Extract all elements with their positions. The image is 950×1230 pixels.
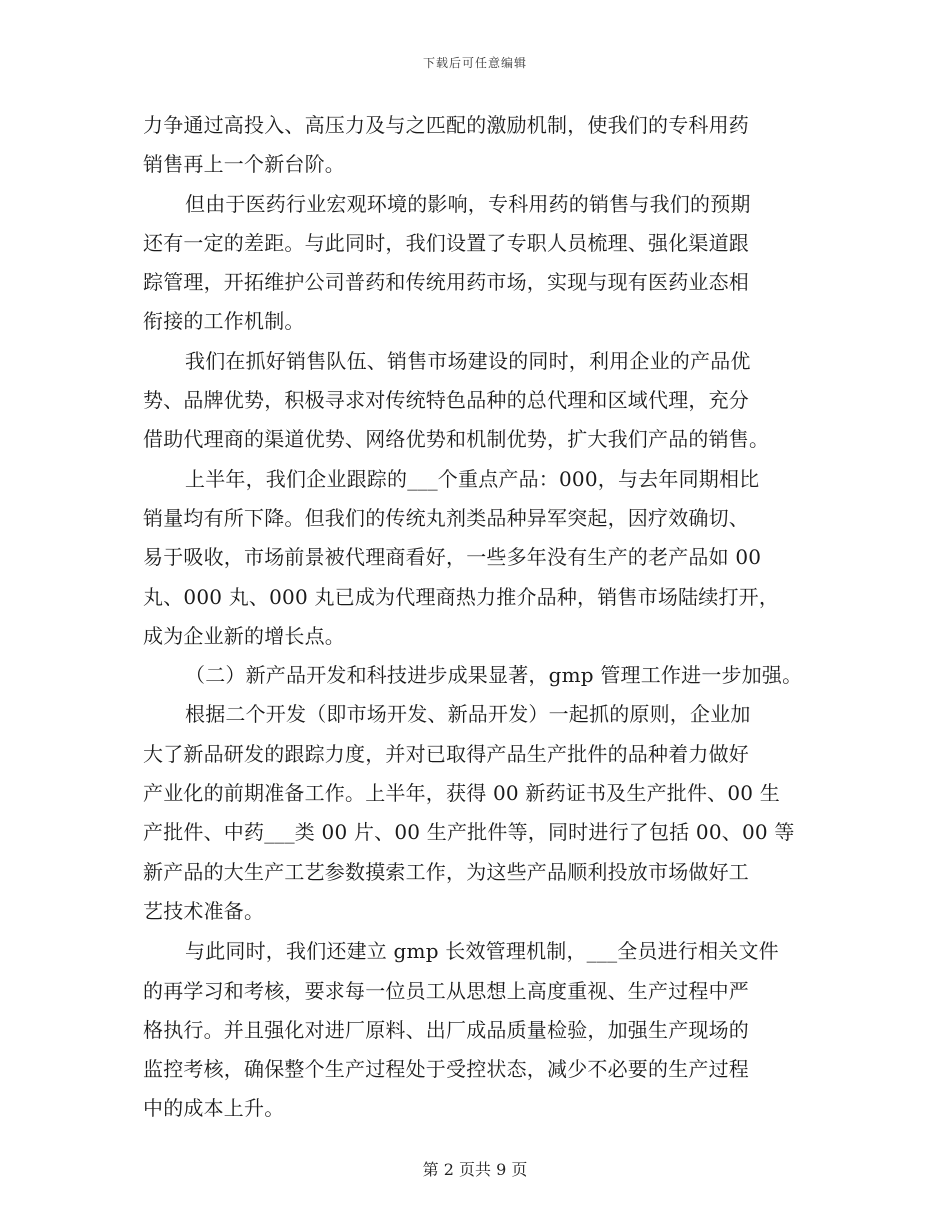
text-line: 大了新品研发的跟踪力度，并对已取得产品生产批件的品种着力做好 xyxy=(143,741,749,766)
text-line: 的再学习和考核，要求每一位员工从思想上高度重视、生产过程中严 xyxy=(143,978,749,1003)
text-line: 监控考核，确保整个生产过程处于受控状态，减少不必要的生产过程 xyxy=(143,1057,749,1082)
text-line: 产批件、中药___类 00 片、00 生产批件等，同时进行了包括 00、00 等 xyxy=(143,820,795,845)
page-footer: 第 2 页共 9 页 xyxy=(422,1160,528,1179)
text-line: （二）新产品开发和科技进步成果显著，gmp 管理工作进一步加强。 xyxy=(185,663,803,688)
text-line: 力争通过高投入、高压力及与之匹配的激励机制，使我们的专科用药 xyxy=(143,113,749,137)
text-line: 格执行。并且强化对进厂原料、出厂成品质量检验，加强生产现场的 xyxy=(143,1017,749,1042)
page-header: 下载后可任意编辑 xyxy=(422,56,527,70)
text-line: 成为企业新的增长点。 xyxy=(143,623,345,648)
text-line: 与此同时，我们还建立 gmp 长效管理机制，___全员进行相关文件 xyxy=(185,939,779,964)
text-line: 根据二个开发（即市场开发、新品开发）一起抓的原则，企业加 xyxy=(185,702,751,727)
text-line: 但由于医药行业宏观环境的影响，专科用药的销售与我们的预期 xyxy=(185,191,751,216)
text-line: 艺技术准备。 xyxy=(143,898,265,923)
text-line: 中的成本上升。 xyxy=(143,1096,285,1121)
text-line: 我们在抓好销售队伍、销售市场建设的同时，利用企业的产品优 xyxy=(185,348,751,373)
text-line: 还有一定的差距。与此同时，我们设置了专职人员梳理、强化渠道跟 xyxy=(143,230,749,255)
document-body xyxy=(143,106,843,1129)
text-line: 销售再上一个新台阶。 xyxy=(143,152,345,177)
text-line: 产业化的前期准备工作。上半年，获得 00 新药证书及生产批件、00 生 xyxy=(143,781,780,806)
text-line: 销量均有所下降。但我们的传统丸剂类品种异军突起，因疗效确切、 xyxy=(143,505,749,530)
text-line: 新产品的大生产工艺参数摸索工作，为这些产品顺利投放市场做好工 xyxy=(143,859,749,884)
text-line: 衔接的工作机制。 xyxy=(143,309,305,334)
text-line: 易于吸收，市场前景被代理商看好，一些多年没有生产的老产品如 00 xyxy=(143,545,762,570)
text-line: 上半年，我们企业跟踪的___个重点产品：000，与去年同期相比 xyxy=(185,466,760,491)
text-line: 借助代理商的渠道优势、网络优势和机制优势，扩大我们产品的销售。 xyxy=(143,427,770,452)
text-line: 势、品牌优势，积极寻求对传统特色品种的总代理和区域代理，充分 xyxy=(143,388,749,413)
text-line: 踪管理，开拓维护公司普药和传统用药市场，实现与现有医药业态相 xyxy=(143,270,749,295)
text-line: 丸、000 丸、000 丸已成为代理商热力推介品种，销售市场陆续打开， xyxy=(143,584,780,609)
